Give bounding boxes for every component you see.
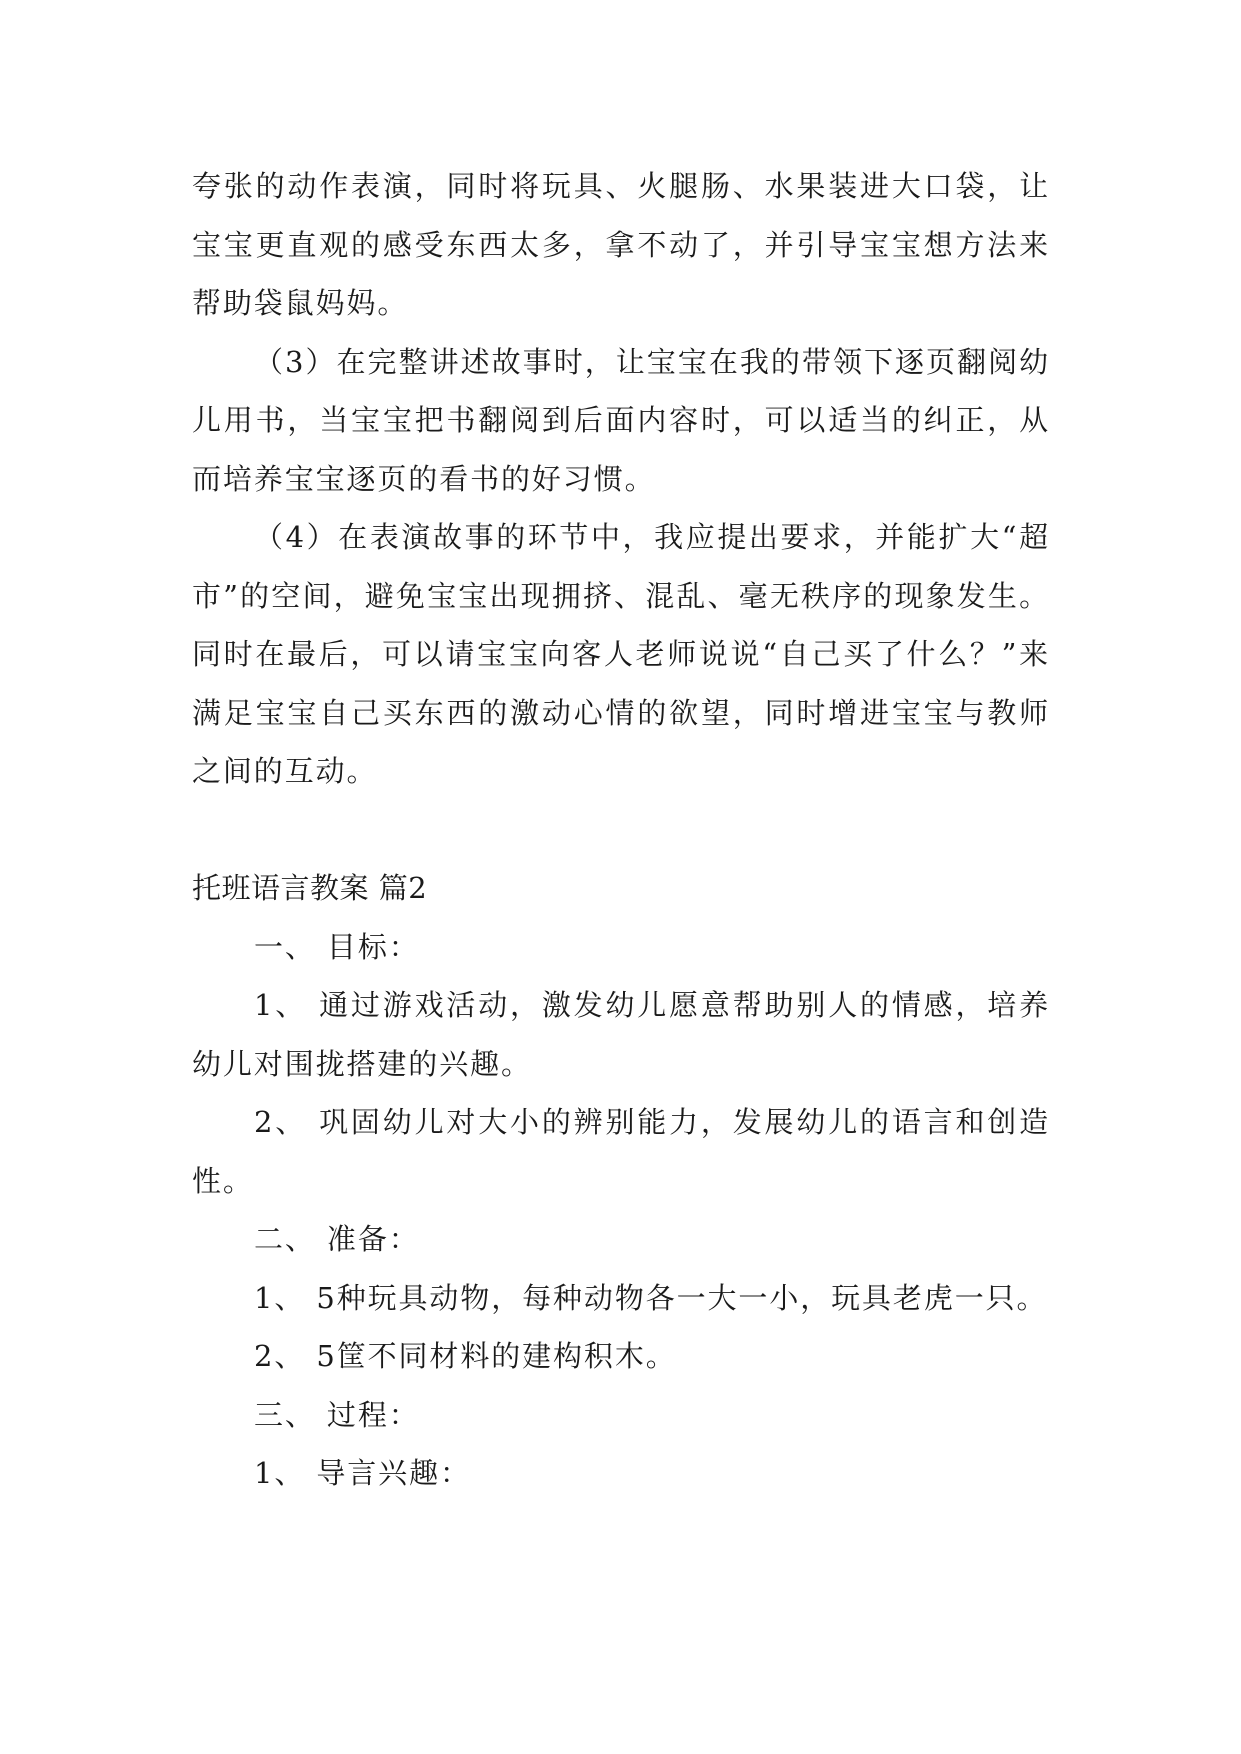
heading-goals: 一、 目标： bbox=[254, 929, 420, 964]
heading-preparation: 二、 准备： bbox=[254, 1222, 420, 1256]
section-title: 托班语言教案 篇2 bbox=[192, 871, 428, 905]
heading-process: 三、 过程： bbox=[254, 1397, 420, 1432]
preparation-item-1: 1、 5种玩具动物，每种动物各一大一小，玩具老虎一只。 bbox=[254, 1280, 1048, 1315]
paragraph-point-3: （3）在完整讲述故事时，让宝宝在我的带领下逐页翻阅幼儿用书，当宝宝把书翻阅到后面内容时，可以适当的纠正，从而培养宝宝逐页的看书的好习惯。 bbox=[192, 344, 1050, 496]
paragraph-point-4: （4）在表演故事的环节中，我应提出要求，并能扩大“超市”的空间，避免宝宝出现拥挤、混乱、毫无秩序的现象发生。同时在最后，可以请宝宝向客人老师说说“自己买了什么？”来满足宝宝自己买东西的激动心情的欲望，同时增进宝宝与教师之间的互动。 bbox=[192, 520, 1050, 788]
goal-item-2: 2、 巩固幼儿对大小的辨别能力，发展幼儿的语言和创造性。 bbox=[192, 1105, 1050, 1198]
goal-item-1: 1、 通过游戏活动，激发幼儿愿意帮助别人的情感，培养幼儿对围拢搭建的兴趣。 bbox=[192, 988, 1050, 1081]
preparation-item-2: 2、 5筐不同材料的建构积木。 bbox=[254, 1339, 677, 1373]
document-body bbox=[192, 157, 1050, 1503]
paragraph-continuation: 夸张的动作表演，同时将玩具、火腿肠、水果装进大口袋，让宝宝更直观的感受东西太多，拿不动了，并引导宝宝想方法来帮助袋鼠妈妈。 bbox=[192, 169, 1050, 320]
process-item-1: 1、 导言兴趣： bbox=[254, 1456, 471, 1490]
